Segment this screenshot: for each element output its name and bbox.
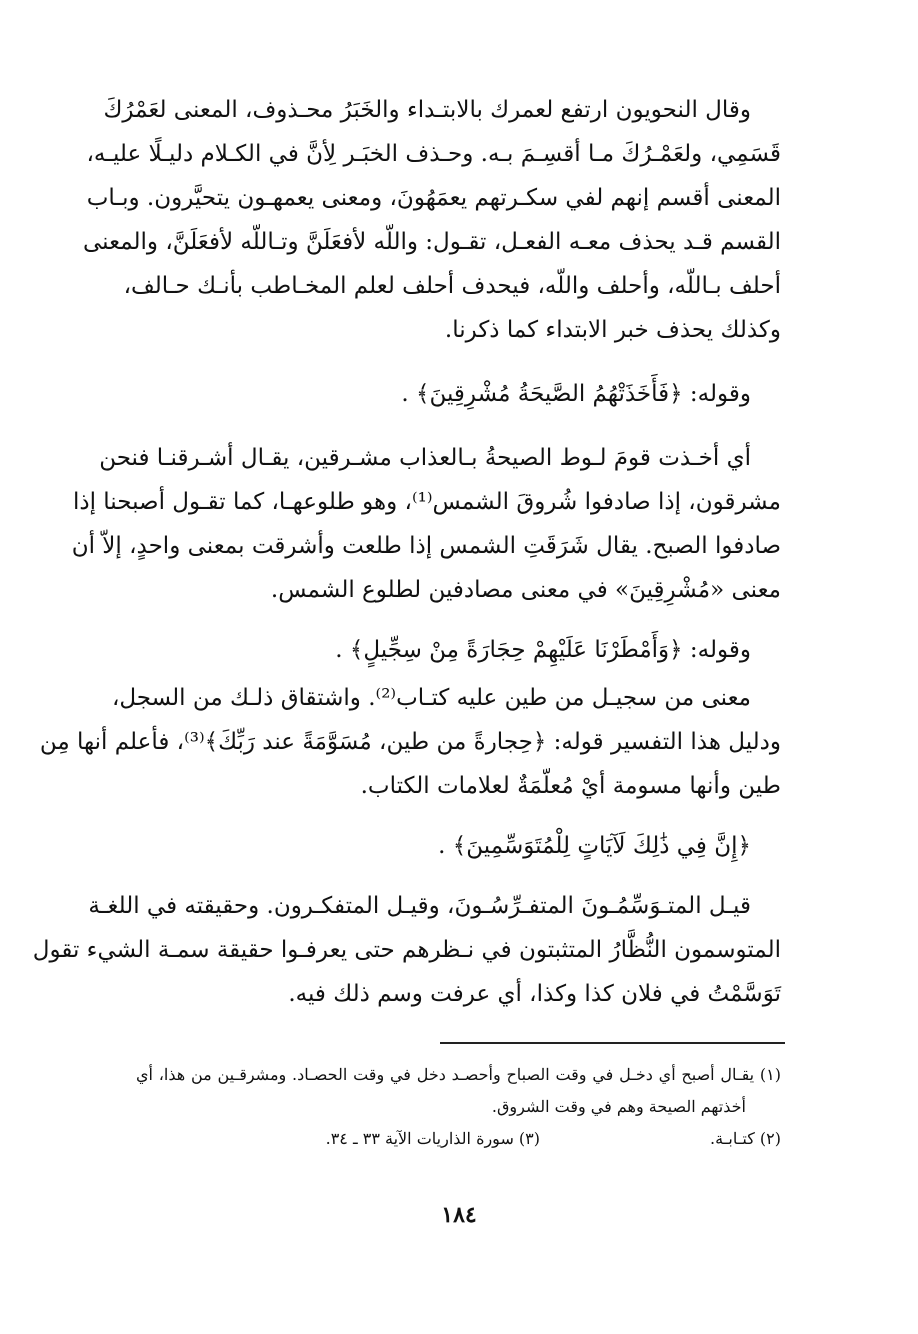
verse-heading: وقوله: ﴿وَأَمْطَرْنَا عَلَيْهِمْ حِجَارَةً مِنْ سِجِّيلٍ﴾ . [335, 637, 751, 663]
body-line: ودليل هذا التفسير قوله: ﴿حِجارةً من طين، مُسَوَّمَةً عند رَبِّكَ﴾⁽³⁾، فأعلم أنها مِن [39, 729, 781, 755]
body-line: أحلف بـاللّه، وأحلف واللّه، فيحدف أحلف لعلم المخـاطب بأنـك حـالف، [123, 273, 781, 299]
footnotes-row [136, 1124, 781, 1154]
verse-heading: ﴿إِنَّ فِي ذَٰلِكَ لَآيَاتٍ لِلْمُتَوَسِّمِينَ﴾ . [438, 833, 751, 859]
body-line: قَسَمِي، ولعَمْـرُكَ مـا أقسِـمَ بـه. وحـذف الخبَـر لِأنَّ في الكـلام دليـلًا عليـه، [86, 141, 781, 167]
body-line: وكذلك يحذف خبر الابتداء كما ذكرنا. [444, 317, 781, 343]
footnote-2: (٢) كتـابـة. [710, 1129, 781, 1148]
footnote-1: (١) يقـال أصبح أي دخـل في وقت الصباح وأحصـد دخل في وقت الحصـاد. ومشرقـين من هذا، أي [136, 1065, 781, 1084]
body-line: وقال النحويون ارتفع لعمرك بالابتـداء والخَبَرُ محـذوف، المعنى لعَمْرُكَ [103, 97, 751, 123]
footnote-separator [440, 1042, 785, 1044]
body-line: معنى «مُشْرِقِينَ» في معنى مصادفين لطلوع الشمس. [270, 577, 781, 603]
body-line: معنى من سجيـل من طين عليه كتـاب⁽²⁾. واشتقاق ذلـك من السجل، [111, 685, 751, 711]
verse-heading: وقوله: ﴿فَأَخَذَتْهُمُ الصَّيحَةُ مُشْرِقِينَ﴾ . [401, 381, 751, 407]
body-line: المعنى أقسم إنهم لفي سكـرتهم يعمَهُونَ، ومعنى يعمهـون يتحيَّرون. وبـاب [86, 185, 781, 211]
body-line: قيـل المتـوَسِّمُـونَ المتفـرِّسُـونَ، وقيـل المتفكـرون. وحقيقته في اللغـة [88, 893, 751, 919]
body-line: طين وأنها مسومة أيْ مُعلّمَةٌ لعلامات الكتاب. [360, 773, 781, 799]
body-line: مشرقون، إذا صادفوا شُروقَ الشمس⁽¹⁾، وهو طلوعهـا، كما تقـول أصبحنا إذا [72, 489, 781, 515]
page-number: ١٨٤ [441, 1202, 477, 1228]
footnote-1-continuation: أخذتهم الصيحة وهم في وقت الشروق. [491, 1097, 746, 1116]
footnote-gap [540, 1124, 710, 1154]
body-line: تَوَسَّمْتُ في فلان كذا وكذا، أي عرفت وسم ذلك فيه. [288, 981, 781, 1007]
body-line: أي أخـذت قومَ لـوط الصيحةُ بـالعذاب مشـرقين، يقـال أشـرقنـا فنحن [99, 445, 751, 471]
body-line: القسم قـد يحذف معـه الفعـل، تقـول: واللّه لأفعَلَنَّ وتـاللّه لأفعَلَنَّ، والمعنى [83, 229, 781, 255]
body-line: المتوسمون النُّظَّارُ المتثبتون في نـظرهم حتى يعرفـوا حقيقة سمـة الشيء تقول [32, 937, 781, 963]
body-line: صادفوا الصبح. يقال شَرَقَتِ الشمس إذا طلعت وأشرقت بمعنى واحدٍ، إلاّ أن [71, 533, 781, 559]
footnote-3: (٣) سورة الذاريات الآية ٣٣ ـ ٣٤. [325, 1129, 541, 1148]
